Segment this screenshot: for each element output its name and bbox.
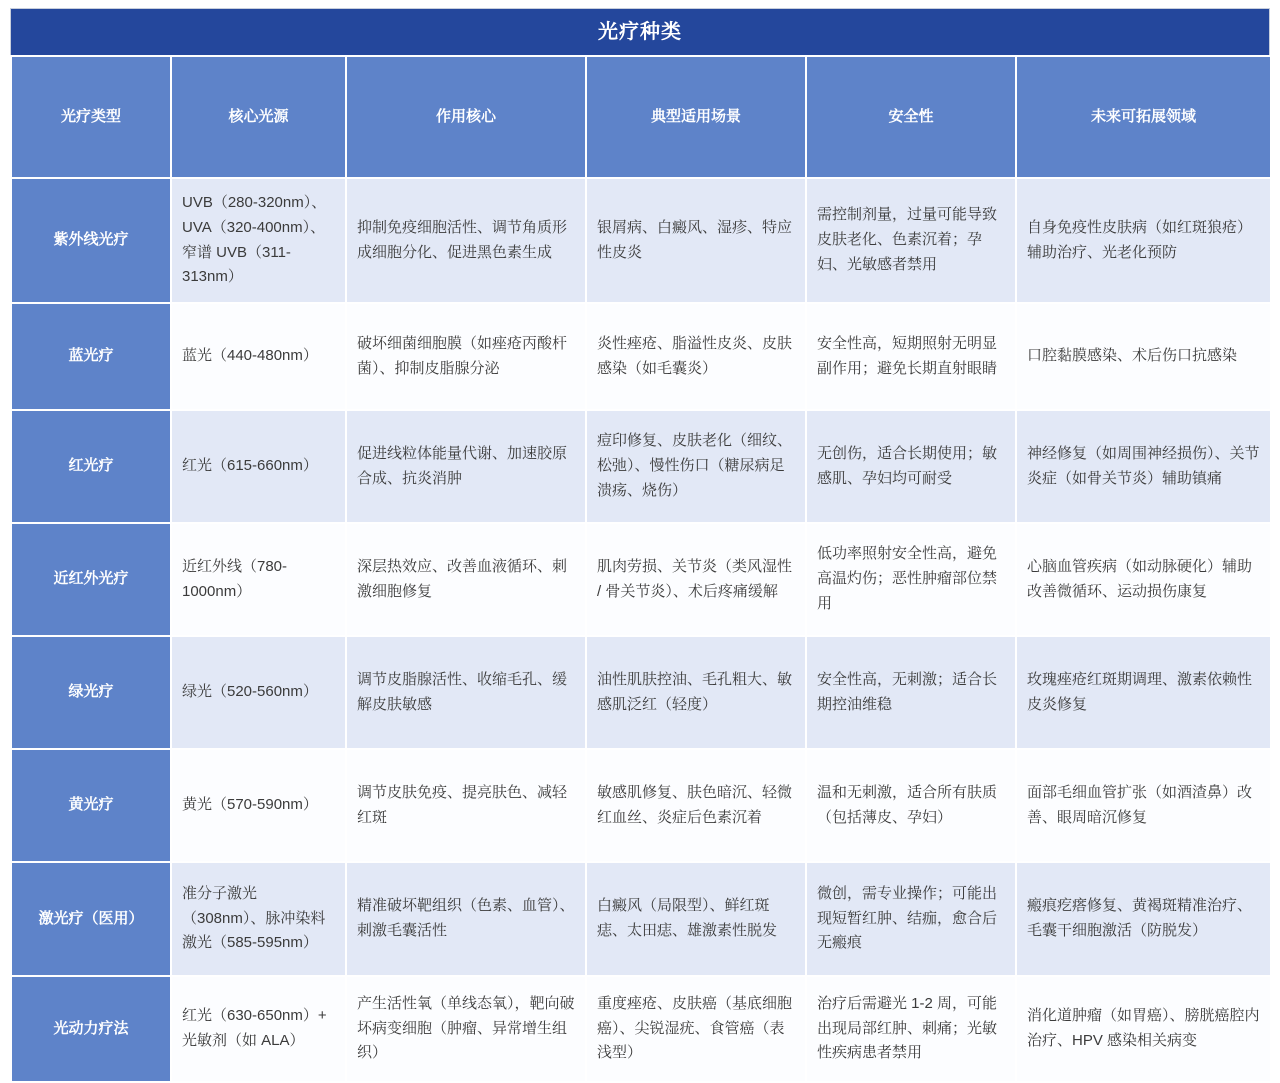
cell-mechanism: 产生活性氧（单线态氧），靶向破坏病变细胞（肿瘤、异常增生组织）	[346, 976, 586, 1082]
column-header-safety: 安全性	[806, 56, 1016, 178]
cell-typical-scenarios: 痘印修复、皮肤老化（细纹、松弛）、慢性伤口（糖尿病足溃疡、烧伤）	[586, 410, 806, 523]
cell-mechanism: 抑制免疫细胞活性、调节角质形成细胞分化、促进黑色素生成	[346, 178, 586, 303]
cell-future-fields: 心脑血管疾病（如动脉硬化）辅助改善微循环、运动损伤康复	[1016, 523, 1271, 636]
row-header-type: 蓝光疗	[11, 303, 171, 410]
cell-core-light-source: 近红外线（780-1000nm）	[171, 523, 346, 636]
row-header-type: 紫外线光疗	[11, 178, 171, 303]
cell-safety: 安全性高，无刺激；适合长期控油维稳	[806, 636, 1016, 749]
header-row	[11, 56, 1271, 178]
row-header-type: 近红外光疗	[11, 523, 171, 636]
cell-future-fields: 面部毛细血管扩张（如酒渣鼻）改善、眼周暗沉修复	[1016, 749, 1271, 862]
cell-future-fields: 消化道肿瘤（如胃癌）、膀胱癌腔内治疗、HPV 感染相关病变	[1016, 976, 1271, 1082]
cell-typical-scenarios: 重度痤疮、皮肤癌（基底细胞癌）、尖锐湿疣、食管癌（表浅型）	[586, 976, 806, 1082]
cell-core-light-source: 黄光（570-590nm）	[171, 749, 346, 862]
row-header-type: 光动力疗法	[11, 976, 171, 1082]
cell-typical-scenarios: 油性肌肤控油、毛孔粗大、敏感肌泛红（轻度）	[586, 636, 806, 749]
column-header-mechanism: 作用核心	[346, 56, 586, 178]
cell-core-light-source: 绿光（520-560nm）	[171, 636, 346, 749]
cell-safety: 治疗后需避光 1-2 周，可能出现局部红肿、刺痛；光敏性疾病患者禁用	[806, 976, 1016, 1082]
column-header-source: 核心光源	[171, 56, 346, 178]
cell-future-fields: 瘢痕疙瘩修复、黄褐斑精准治疗、毛囊干细胞激活（防脱发）	[1016, 862, 1271, 976]
table-row	[11, 303, 1271, 410]
cell-safety: 微创，需专业操作；可能出现短暂红肿、结痂，愈合后无瘢痕	[806, 862, 1016, 976]
cell-core-light-source: 红光（615-660nm）	[171, 410, 346, 523]
cell-core-light-source: 红光（630-650nm）+ 光敏剂（如 ALA）	[171, 976, 346, 1082]
cell-typical-scenarios: 敏感肌修复、肤色暗沉、轻微红血丝、炎症后色素沉着	[586, 749, 806, 862]
cell-typical-scenarios: 炎性痤疮、脂溢性皮炎、皮肤感染（如毛囊炎）	[586, 303, 806, 410]
table-row	[11, 976, 1271, 1082]
phototherapy-table-panel	[10, 8, 1270, 1083]
cell-core-light-source: 准分子激光（308nm）、脉冲染料激光（585-595nm）	[171, 862, 346, 976]
cell-safety: 安全性高，短期照射无明显副作用；避免长期直射眼睛	[806, 303, 1016, 410]
cell-safety: 温和无刺激，适合所有肤质（包括薄皮、孕妇）	[806, 749, 1016, 862]
cell-mechanism: 破坏细菌细胞膜（如痤疮丙酸杆菌）、抑制皮脂腺分泌	[346, 303, 586, 410]
cell-mechanism: 调节皮脂腺活性、收缩毛孔、缓解皮肤敏感	[346, 636, 586, 749]
cell-core-light-source: UVB（280-320nm）、UVA（320-400nm）、窄谱 UVB（311-313nm）	[171, 178, 346, 303]
cell-mechanism: 促进线粒体能量代谢、加速胶原合成、抗炎消肿	[346, 410, 586, 523]
column-header-future: 未来可拓展领域	[1016, 56, 1271, 178]
table-row	[11, 636, 1271, 749]
cell-mechanism: 深层热效应、改善血液循环、刺激细胞修复	[346, 523, 586, 636]
cell-safety: 需控制剂量，过量可能导致皮肤老化、色素沉着；孕妇、光敏感者禁用	[806, 178, 1016, 303]
cell-typical-scenarios: 肌肉劳损、关节炎（类风湿性 / 骨关节炎）、术后疼痛缓解	[586, 523, 806, 636]
cell-mechanism: 精准破坏靶组织（色素、血管）、刺激毛囊活性	[346, 862, 586, 976]
table-row	[11, 178, 1271, 303]
row-header-type: 绿光疗	[11, 636, 171, 749]
cell-typical-scenarios: 银屑病、白癜风、湿疹、特应性皮炎	[586, 178, 806, 303]
phototherapy-table	[10, 55, 1272, 1083]
cell-core-light-source: 蓝光（440-480nm）	[171, 303, 346, 410]
row-header-type: 激光疗（医用）	[11, 862, 171, 976]
table-row	[11, 523, 1271, 636]
cell-future-fields: 神经修复（如周围神经损伤）、关节炎症（如骨关节炎）辅助镇痛	[1016, 410, 1271, 523]
table-row	[11, 862, 1271, 976]
table-row	[11, 749, 1271, 862]
cell-safety: 低功率照射安全性高，避免高温灼伤；恶性肿瘤部位禁用	[806, 523, 1016, 636]
column-header-scenarios: 典型适用场景	[586, 56, 806, 178]
cell-safety: 无创伤，适合长期使用；敏感肌、孕妇均可耐受	[806, 410, 1016, 523]
cell-future-fields: 玫瑰痤疮红斑期调理、激素依赖性皮炎修复	[1016, 636, 1271, 749]
cell-typical-scenarios: 白癜风（局限型）、鲜红斑痣、太田痣、雄激素性脱发	[586, 862, 806, 976]
table-body	[11, 178, 1271, 1082]
cell-mechanism: 调节皮肤免疫、提亮肤色、减轻红斑	[346, 749, 586, 862]
row-header-type: 红光疗	[11, 410, 171, 523]
row-header-type: 黄光疗	[11, 749, 171, 862]
cell-future-fields: 自身免疫性皮肤病（如红斑狼疮）辅助治疗、光老化预防	[1016, 178, 1271, 303]
cell-future-fields: 口腔黏膜感染、术后伤口抗感染	[1016, 303, 1271, 410]
table-head	[11, 56, 1271, 178]
column-header-type: 光疗类型	[11, 56, 171, 178]
table-row	[11, 410, 1271, 523]
table-title: 光疗种类	[10, 8, 1270, 55]
